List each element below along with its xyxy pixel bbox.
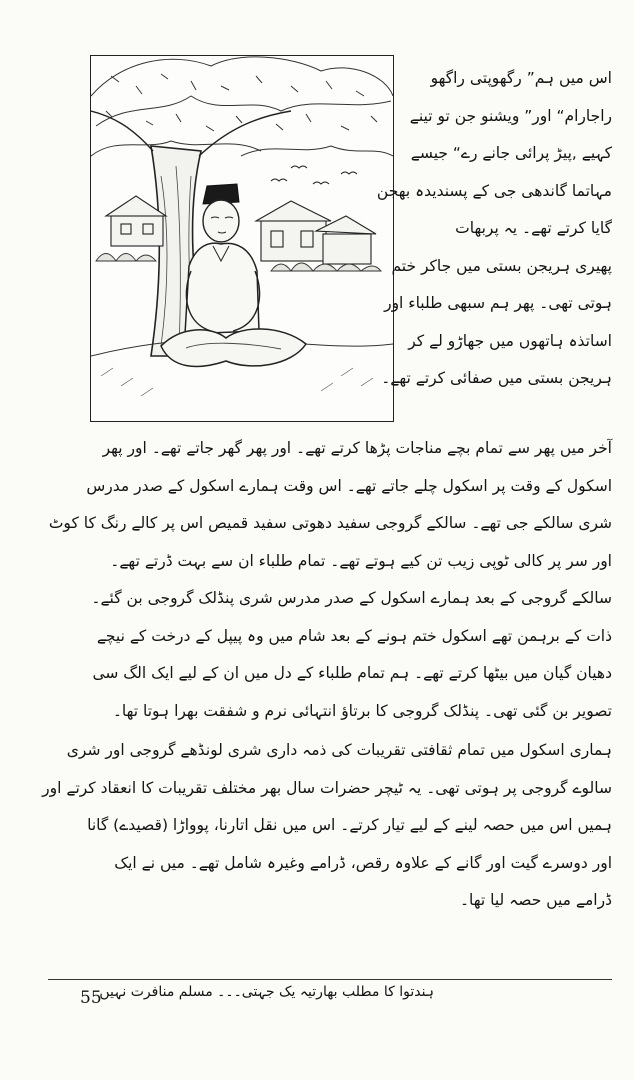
text-line: ہریجن بستی میں صفائی کرتے تھے۔ — [381, 369, 612, 387]
text-line: کہیے ,پیڑ پرائی جانے رے“ جیسے — [410, 144, 612, 162]
text-line: دھیان گیان میں بیٹھا کرتے تھے۔ ہم تمام طلباء کے دل میں ان کے لیے ایک الگ سی — [92, 664, 612, 682]
text-line: اور سر پر کالی ٹوپی زیب تن کیے ہوتے تھے۔ تمام طلباء ان سے بہت ڈرتے تھے۔ — [110, 551, 612, 570]
text-line: گایا کرتے تھے۔ یہ پربھات — [455, 219, 612, 237]
text-line: تصویر بن گئی تھی۔ پنڈلک گروجی کا برتاؤ انتہائی نرم و شفقت بھرا ہوتا تھا۔ — [112, 701, 612, 720]
text-line: اسکول کے وقت پر اسکول چلے جاتے تھے۔ اس وقت ہمارے اسکول کے صدر مدرس — [86, 476, 612, 495]
text-line: سالوے گروجی پر ہوتی تھی۔ یہ ٹیچر حضرات سال بھر مختلف تقریبات کا انعقاد کرتے اور — [42, 778, 612, 797]
text-line: ہمیں اس میں حصہ لینے کے لیے تیار کرتے۔ اس میں نقل اتارنا، پوواڑا (قصیدے) گانا — [87, 816, 612, 834]
text-line: ہوتی تھی۔ پھر ہم سبھی طلباء اور — [384, 294, 612, 312]
paragraph-1 — [48, 430, 612, 730]
running-footer-title: ہندتوا کا مطلب بھارتیہ یک جہتی۔۔۔ مسلم منافرت نہیں — [99, 984, 434, 1000]
page-number: 55 — [80, 988, 102, 1008]
text-line: راجارام“ اور” ویشنو جن تو تینے — [409, 106, 612, 125]
text-line: اس میں ہم” رگھوپتی راگھو — [430, 69, 612, 87]
side-column-text — [376, 60, 612, 398]
meditating-man-sketch — [91, 56, 393, 421]
illustration-man-meditating-under-tree — [90, 55, 394, 422]
text-line: ہماری اسکول میں تمام ثقافتی تقریبات کی ذمہ داری شری لونڈھے گروجی اور شری — [66, 741, 612, 759]
text-line: ڈرامے میں حصہ لیا تھا۔ — [459, 891, 612, 909]
paragraph-2 — [42, 732, 612, 920]
text-line: ذات کے برہمن تھے اسکول ختم ہونے کے بعد شام میں وہ پیپل کے درخت کے نیچے — [96, 626, 612, 645]
text-line: شری سالکے جی تھے۔ سالکے گروجی سفید دھوتی سفید قمیص اس پر کالے رنگ کا کوٹ — [48, 514, 612, 532]
text-line: پھیری ہریجن بستی میں جاکر ختم — [391, 256, 612, 275]
body-text — [42, 430, 612, 920]
footer-divider — [48, 979, 612, 980]
text-line: مہاتما گاندھی جی کے پسندیدہ بھجن — [376, 181, 612, 200]
text-line: سالکے گروجی کے بعد ہمارے اسکول کے صدر مدرس شری پنڈلک گروجی بن گئے۔ — [91, 589, 612, 607]
text-line: اساتذہ ہاتھوں میں جھاڑو لے کر — [408, 331, 612, 350]
text-line: اور دوسرے گیت اور گانے کے علاوہ رقص، ڈرامے وغیرہ شامل تھے۔ میں نے ایک — [114, 853, 612, 872]
text-line: آخر میں پھر سے تمام بچے مناجات پڑھا کرتے تھے۔ اور پھر گھر جاتے تھے۔ اور پھر — [102, 439, 612, 457]
